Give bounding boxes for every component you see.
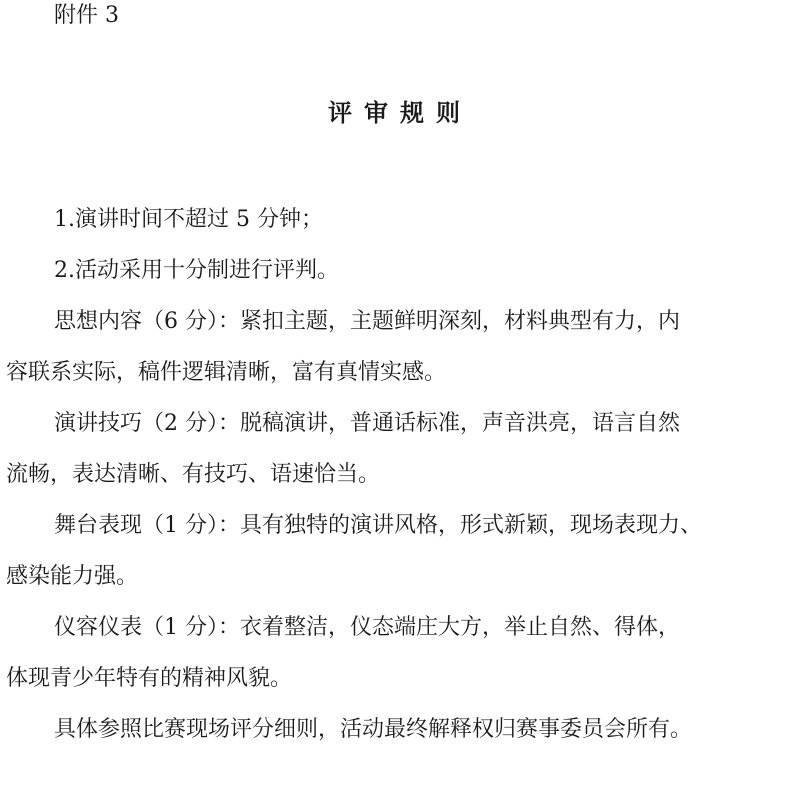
document-title: 评审规则 — [328, 99, 472, 127]
rule-line: 仪容仪表（1 分）：衣着整洁，仪态端庄大方，举止自然、得体， — [54, 615, 680, 640]
rule-line: 体现青少年特有的精神风貌。 — [6, 666, 293, 691]
rule-line: 容联系实际，稿件逻辑清晰，富有真情实感。 — [6, 360, 447, 385]
rule-line: 思想内容（6 分）：紧扣主题，主题鲜明深刻，材料典型有力，内 — [54, 309, 680, 334]
rule-line: 演讲技巧（2 分）：脱稿演讲，普通话标准，声音洪亮，语言自然 — [54, 411, 680, 436]
rules-body — [0, 194, 800, 755]
attachment-label: 附件 3 — [54, 3, 119, 28]
rule-line: 2.活动采用十分制进行评判。 — [54, 258, 339, 283]
rule-line: 流畅，表达清晰、有技巧、语速恰当。 — [6, 462, 381, 487]
rule-line: 舞台表现（1 分）：具有独特的演讲风格，形式新颖，现场表现力、 — [54, 513, 702, 538]
rule-line: 1.演讲时间不超过 5 分钟； — [54, 207, 323, 232]
rule-line: 感染能力强。 — [6, 564, 139, 589]
rule-line: 具体参照比赛现场评分细则，活动最终解释权归赛事委员会所有。 — [54, 717, 693, 742]
